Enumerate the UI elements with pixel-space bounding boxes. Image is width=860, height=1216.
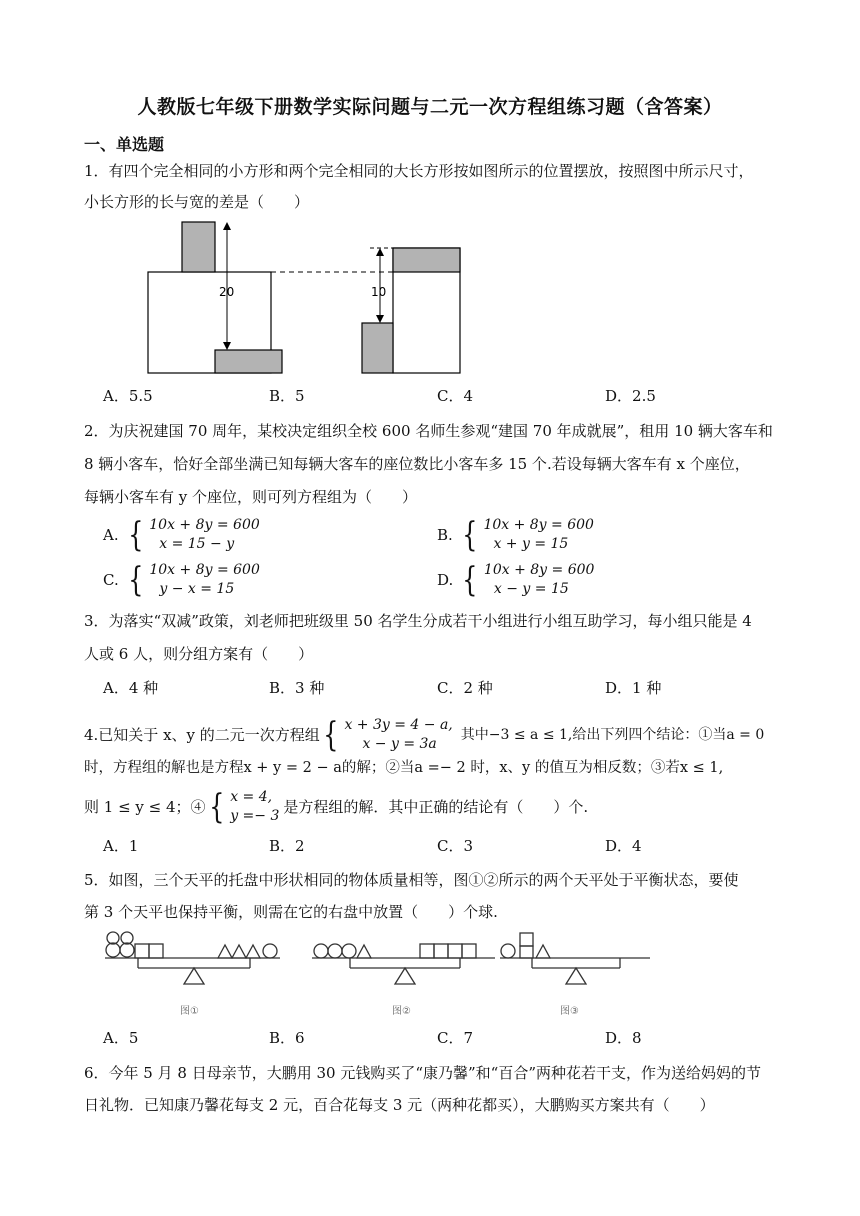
- q3-option-d[interactable]: D．1 种: [605, 679, 662, 697]
- q2-option-d[interactable]: D. { 10x + 8y = 600 x − y = 15: [437, 560, 595, 600]
- option-label: A.: [103, 526, 119, 544]
- q5-balance-figures: [100, 928, 660, 1020]
- equation: 10x + 8y = 600: [483, 517, 594, 533]
- q3-option-c[interactable]: C．2 种: [437, 679, 493, 697]
- q4-option-b[interactable]: B．2: [269, 837, 305, 855]
- q4-line3-prefix: 则 1 ≤ y ≤ 4；④: [84, 798, 206, 816]
- equation: 10x + 8y = 600: [483, 562, 595, 578]
- q4-prefix: 4.已知关于 x、y 的二元一次方程组: [84, 726, 320, 744]
- q4-option-c[interactable]: C．3: [437, 837, 474, 855]
- q2-text-line-1: 2．为庆祝建国 70 周年，某校决定组织全校 600 名师生参观“建国 70 年成就展”，租用 10 辆大客车和: [84, 422, 773, 440]
- q2-option-a[interactable]: A. { 10x + 8y = 600 x = 15 − y: [103, 515, 260, 555]
- q6-text-line-1: 6．今年 5 月 8 日母亲节，大鹏用 30 元钱购买了“康乃馨”和“百合”两种花若干支，作为送给妈妈的节: [84, 1064, 762, 1082]
- q5-text-line-1: 5．如图，三个天平的托盘中形状相同的物体质量相等，图①②所示的两个天平处于平衡状态，要使: [84, 871, 739, 889]
- equation: 10x + 8y = 600: [149, 562, 260, 578]
- q5-option-b[interactable]: B．6: [269, 1029, 305, 1047]
- option-label: B.: [437, 526, 453, 544]
- q4-suffix: 其中−3 ≤ a ≤ 1,给出下列四个结论：①当a = 0: [460, 727, 765, 743]
- q6-text-line-2: 日礼物．已知康乃馨花每支 2 元，百合花每支 3 元（两种花都买），大鹏购买方案共有（ ）: [84, 1096, 715, 1114]
- q4-text-line-3: [84, 788, 588, 826]
- balance-scale-1: [105, 932, 280, 984]
- small-rectangle: [362, 323, 393, 373]
- q1-text-line-1: 1．有四个完全相同的小方形和两个完全相同的大长方形按如图所示的位置摆放，按照图中所示尺寸，: [84, 162, 754, 180]
- q1-option-a[interactable]: A．5.5: [103, 387, 153, 405]
- small-rectangle: [393, 248, 460, 272]
- equation: x − y = 15: [493, 581, 569, 597]
- q5-option-c[interactable]: C．7: [437, 1029, 474, 1047]
- q5-text-line-2: 第 3 个天平也保持平衡，则需在它的右盘中放置（ ）个球.: [84, 903, 498, 921]
- q4-equation-system: { x + 3y = 4 − a, x − y = 3a: [323, 715, 453, 755]
- equation: x + 3y = 4 − a,: [344, 717, 453, 733]
- q1-text-line-2: 小长方形的长与宽的差是（ ）: [84, 193, 310, 211]
- small-rectangle: [215, 350, 282, 373]
- q3-option-a[interactable]: A．4 种: [103, 679, 159, 697]
- q3-text-line-2: 人或 6 人，则分组方案有（ ）: [84, 645, 314, 663]
- dimension-label-20: 20: [219, 285, 235, 299]
- option-label: C.: [103, 571, 119, 589]
- balance-scale-2: [312, 944, 495, 984]
- q4-text-line-1: [84, 716, 764, 754]
- dimension-label-10: 10: [371, 285, 387, 299]
- equation: x = 15 − y: [159, 536, 235, 552]
- q2-text-line-3: 每辆小客车有 y 个座位，则可列方程组为（ ）: [84, 488, 418, 506]
- document-title: 人教版七年级下册数学实际问题与二元一次方程组练习题（含答案）: [137, 96, 723, 118]
- q1-option-b[interactable]: B．5: [269, 387, 305, 405]
- q4-solution-system: { x = 4, y =− 3: [208, 787, 280, 827]
- option-label: D.: [437, 571, 454, 589]
- q4-text-line-2: 时，方程组的解也是方程x + y = 2 − a的解；②当a =− 2 时，x、y 的值互为相反数；③若x ≤ 1,: [84, 760, 724, 776]
- q2-option-c[interactable]: C. { 10x + 8y = 600 y − x = 15: [103, 560, 260, 600]
- q3-text-line-1: 3．为落实“双减”政策，刘老师把班级里 50 名学生分成若干小组进行小组互助学习，每小组只能是 4: [84, 612, 752, 630]
- equation: y − x = 15: [159, 581, 235, 597]
- equation: x + y = 15: [493, 536, 569, 552]
- figure-caption-1: 图①: [180, 1006, 199, 1017]
- section-heading: 一、单选题: [84, 135, 165, 154]
- figure-caption-2: 图②: [392, 1006, 411, 1017]
- equation: x = 4,: [230, 789, 273, 805]
- q2-option-b[interactable]: B. { 10x + 8y = 600 x + y = 15: [437, 515, 594, 555]
- figure-caption-3: 图③: [560, 1006, 579, 1017]
- equation: x − y = 3a: [362, 736, 437, 752]
- q2-text-line-2: 8 辆小客车，恰好全部坐满已知每辆大客车的座位数比小客车多 15 个.若设每辆大客车有 x 个座位，: [84, 455, 750, 473]
- small-rectangle: [182, 222, 215, 272]
- q1-option-d[interactable]: D．2.5: [605, 387, 656, 405]
- q4-option-a[interactable]: A．1: [103, 837, 139, 855]
- q1-rectangles-figure: [140, 218, 470, 378]
- q5-option-a[interactable]: A．5: [103, 1029, 139, 1047]
- q1-option-c[interactable]: C．4: [437, 387, 474, 405]
- equation: 10x + 8y = 600: [149, 517, 260, 533]
- balance-scale-3: [500, 933, 650, 984]
- q5-option-d[interactable]: D．8: [605, 1029, 642, 1047]
- q3-option-b[interactable]: B．3 种: [269, 679, 325, 697]
- equation: y =− 3: [230, 808, 280, 824]
- q4-option-d[interactable]: D．4: [605, 837, 642, 855]
- q4-line3-suffix: 是方程组的解．其中正确的结论有（ ）个.: [283, 798, 589, 816]
